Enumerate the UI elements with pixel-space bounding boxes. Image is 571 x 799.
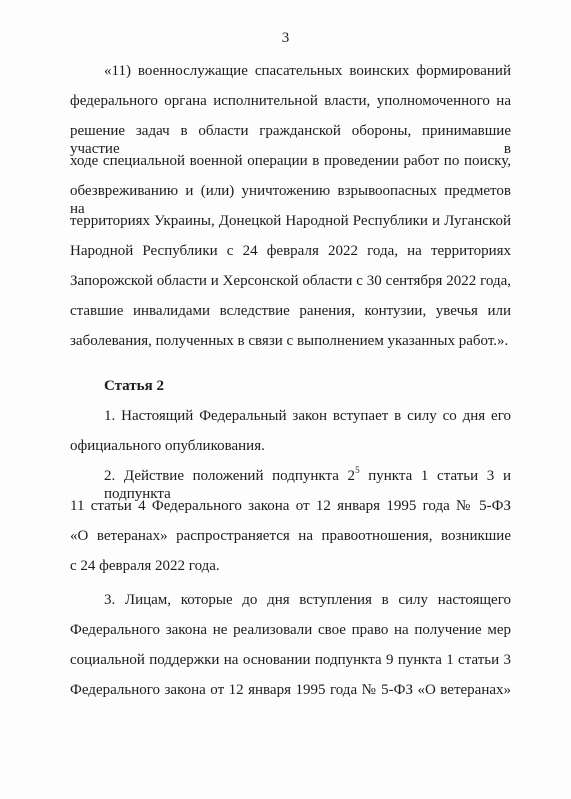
line-text: 2. Действие положений подпункта 2 [104, 468, 356, 484]
paragraph-line: социальной поддержки на основании подпункта 9 пункта 1 статьи 3 [70, 652, 511, 668]
paragraph-line: 3. Лицам, которые до дня вступления в силу настоящего [104, 592, 511, 608]
line-text: пункта 1 статьи 3 и подпункта [104, 468, 511, 502]
paragraph-line: «О ветеранах» распространяется на правоотношения, возникшие [70, 528, 511, 544]
paragraph-line [104, 465, 511, 502]
article-heading: Статья 2 [104, 378, 164, 394]
paragraph-line: Федерального закона не реализовали свое право на получение мер [70, 622, 511, 638]
paragraph-line: ходе специальной военной операции в проведении работ по поиску, [70, 153, 511, 169]
paragraph-line: Запорожской области и Херсонской области с 30 сентября 2022 года, [70, 273, 511, 289]
paragraph-line: ставшие инвалидами вследствие ранения, контузии, увечья или [70, 303, 511, 319]
paragraph-line: 1. Настоящий Федеральный закон вступает в силу со дня его [104, 408, 511, 424]
page-number: 3 [281, 30, 290, 46]
paragraph-line: официального опубликования. [70, 438, 265, 454]
paragraph-line: обезвреживанию и (или) уничтожению взрывоопасных предметов на [70, 183, 511, 217]
paragraph-line: Федерального закона от 12 января 1995 года № 5-ФЗ «О ветеранах» [70, 682, 511, 698]
paragraph-line: заболевания, полученных в связи с выполнением указанных работ.». [70, 333, 509, 349]
paragraph-line: Народной Республики с 24 февраля 2022 года, на территориях [70, 243, 511, 259]
superscript: 5 [355, 465, 360, 475]
paragraph-line: федерального органа исполнительной власти, уполномоченного на [70, 93, 511, 109]
paragraph-line: 11 статьи 4 Федерального закона от 12 января 1995 года № 5-ФЗ [70, 498, 511, 514]
paragraph-line: «11) военнослужащие спасательных воинских формирований [104, 63, 511, 79]
paragraph-line: территориях Украины, Донецкой Народной Республики и Луганской [70, 213, 511, 229]
paragraph-line: с 24 февраля 2022 года. [70, 558, 220, 574]
paragraph-line: решение задач в области гражданской обороны, принимавшие участие в [70, 123, 511, 157]
